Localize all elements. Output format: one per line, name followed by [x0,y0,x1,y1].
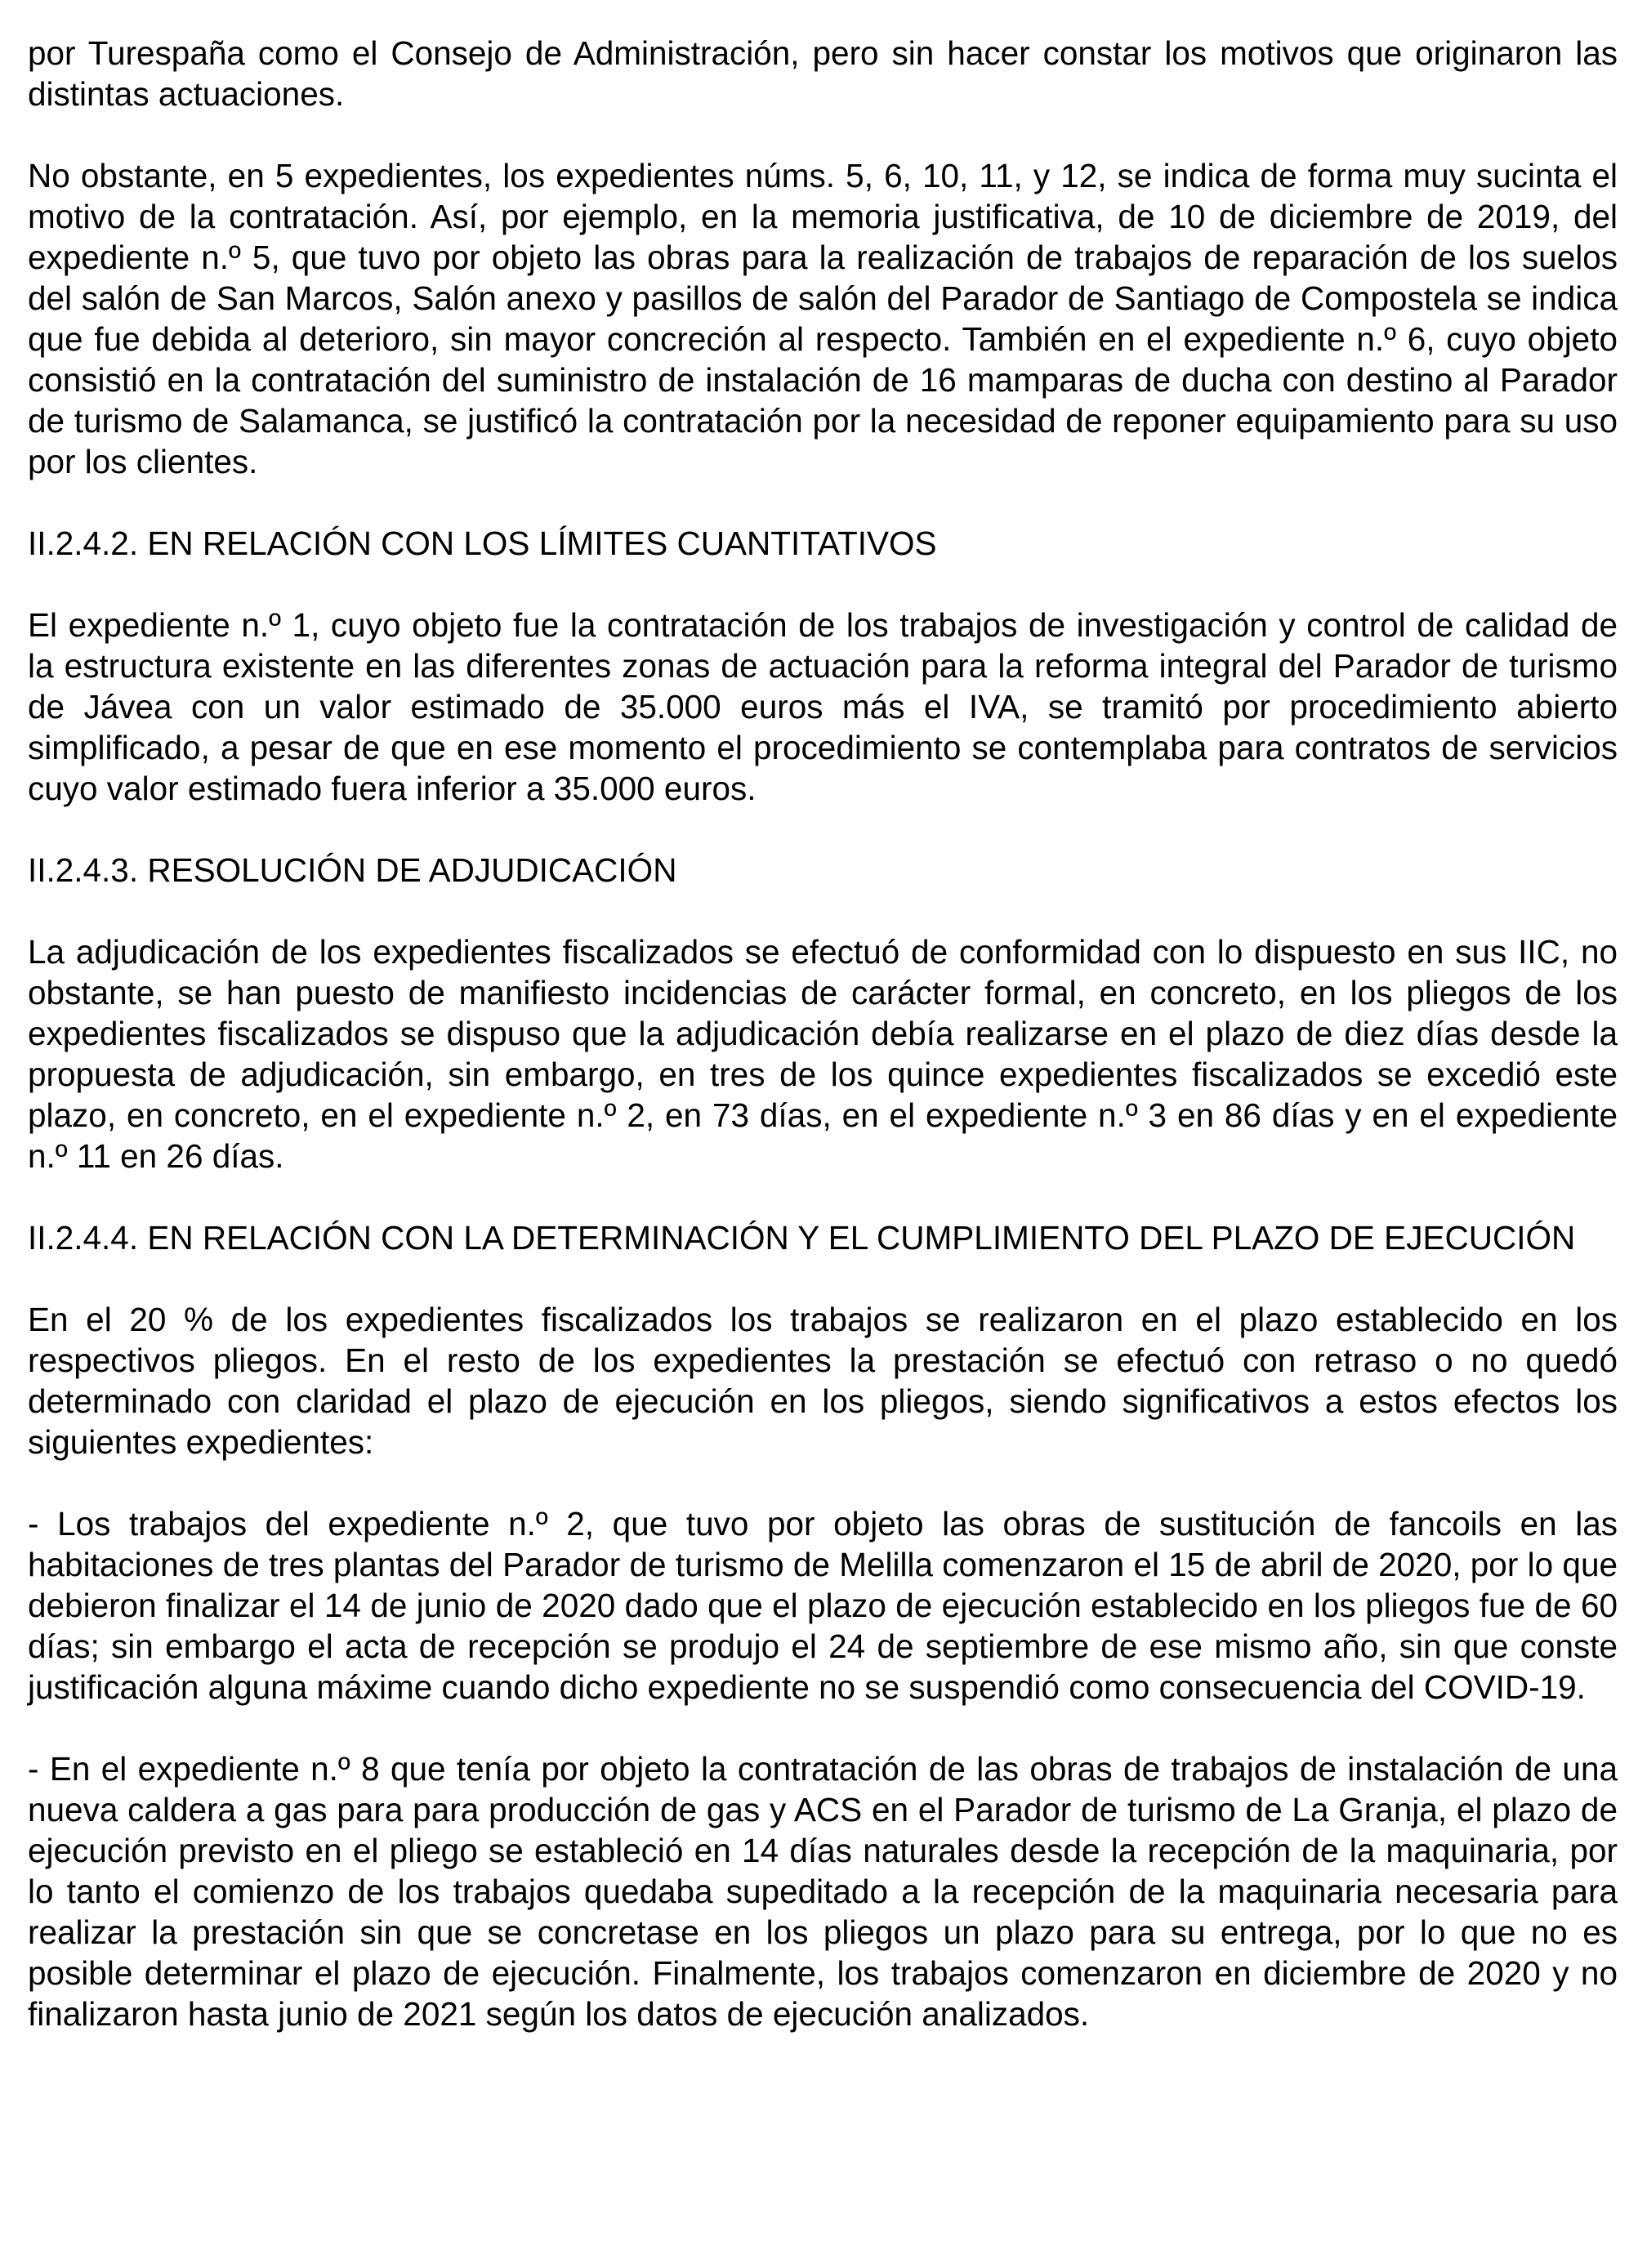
section-heading-limites-cuantitativos: II.2.4.2. EN RELACIÓN CON LOS LÍMITES CUANTITATIVOS [28,525,937,562]
paragraph-expedientes-motivo: No obstante, en 5 expedientes, los expedientes núms. 5, 6, 10, 11, y 12, se indica de forma muy sucinta el motivo de la contratación. Así, por ejemplo, en la memoria justificativa, de 10 de diciembre de 2019, del expediente n.º 5, que tuvo por objeto las obras para la realización de trabajos de reparación de los suelos del salón de San Marcos, Salón anexo y pasillos de salón del Parador de Santiago de Compostela se indica que fue debida al deterioro, sin mayor concreción al respecto. También en el expediente n.º 6, cuyo objeto consistió en la contratación del suministro de instalación de 16 mamparas de ducha con destino al Parador de turismo de Salamanca, se justificó la contratación por la necesidad de reponer equipamiento para su uso por los clientes. [28,157,1618,480]
paragraph-expediente-1: El expediente n.º 1, cuyo objeto fue la contratación de los trabajos de investigación y control de calidad de la estructura existente en las diferentes zonas de actuación para la reforma integral del Parador de turismo de Jávea con un valor estimado de 35.000 euros más el IVA, se tramitó por procedimiento abierto simplificado, a pesar de que en ese momento el procedimiento se contemplaba para contratos de servicios cuyo valor estimado fuera inferior a 35.000 euros. [28,606,1618,807]
section-heading-plazo-ejecucion: II.2.4.4. EN RELACIÓN CON LA DETERMINACIÓN Y EL CUMPLIMIENTO DEL PLAZO DE EJECUCIÓN [28,1219,1576,1257]
list-item-expediente-8: - En el expediente n.º 8 que tenía por objeto la contratación de las obras de trabajos de instalación de una nueva caldera a gas para para producción de gas y ACS en el Parador de turismo de La Granja, el plazo de ejecución previsto en el pliego se estableció en 14 días naturales desde la recepción de la maquinaria, por lo tanto el comienzo de los trabajos quedaba supeditado a la recepción de la maquinaria necesaria para realizar la prestación sin que se concretase en los pliegos un plazo para su entrega, por lo que no es posible determinar el plazo de ejecución. Finalmente, los trabajos comenzaron en diciembre de 2020 y no finalizaron hasta junio de 2021 según los datos de ejecución analizados. [28,1750,1618,2033]
list-item-expediente-2: - Los trabajos del expediente n.º 2, que tuvo por objeto las obras de sustitución de fancoils en las habitaciones de tres plantas del Parador de turismo de Melilla comenzaron el 15 de abril de 2020, por lo que debieron finalizar el 14 de junio de 2020 dado que el plazo de ejecución establecido en los pliegos fue de 60 días; sin embargo el acta de recepción se produjo el 24 de septiembre de ese mismo año, sin que conste justificación alguna máxime cuando dicho expediente no se suspendió como consecuencia del COVID-19. [28,1505,1618,1706]
paragraph-motivos: por Turespaña como el Consejo de Administración, pero sin hacer constar los motivos que originaron las distintas actuaciones. [28,34,1618,113]
paragraph-adjudicacion: La adjudicación de los expedientes fiscalizados se efectuó de conformidad con lo dispuesto en sus IIC, no obstante, se han puesto de manifiesto incidencias de carácter formal, en concreto, en los pliegos de los expedientes fiscalizados se dispuso que la adjudicación debía realizarse en el plazo de diez días desde la propuesta de adjudicación, sin embargo, en tres de los quince expedientes fiscalizados se excedió este plazo, en concreto, en el expediente n.º 2, en 73 días, en el expediente n.º 3 en 86 días y en el expediente n.º 11 en 26 días. [28,933,1618,1175]
paragraph-plazo-establecido: En el 20 % de los expedientes fiscalizados los trabajos se realizaron en el plazo establecido en los respectivos pliegos. En el resto de los expedientes la prestación se efectuó con retraso o no quedó determinado con claridad el plazo de ejecución en los pliegos, siendo significativos a estos efectos los siguientes expedientes: [28,1301,1618,1461]
section-heading-resolucion-adjudicacion: II.2.4.3. RESOLUCIÓN DE ADJUDICACIÓN [28,851,677,889]
document-page [28,33,1618,2075]
